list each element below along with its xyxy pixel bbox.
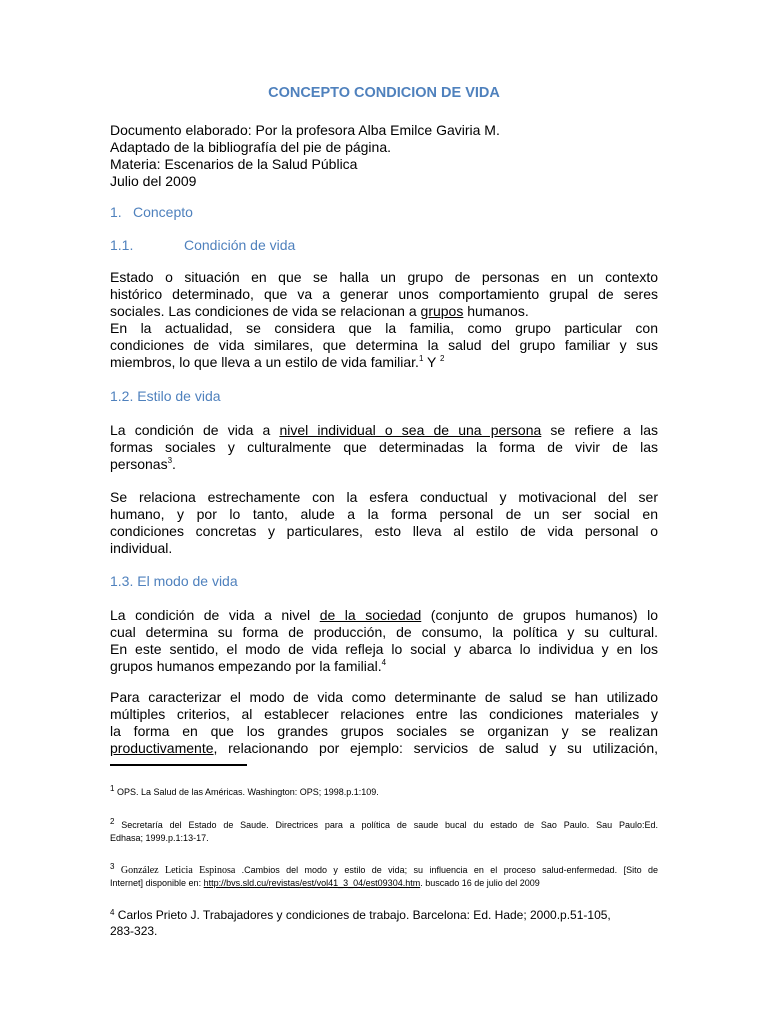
text-segment: miembros, lo que lleva a un estilo de vida familiar. <box>110 354 419 370</box>
underlined-term: nivel individual o sea de una persona <box>279 422 542 438</box>
paragraph-estilo-2 <box>110 489 658 557</box>
text-segment: sociales. Las condiciones de vida se relacionan a <box>110 303 421 319</box>
footnote-number: 2 <box>110 817 115 826</box>
footnote-text: . buscado 16 de julio del 2009 <box>420 878 540 888</box>
text-segment: . <box>172 456 176 472</box>
underlined-term: productivamente <box>110 740 214 756</box>
heading-1-1-number: 1.1. <box>110 237 134 253</box>
text-line: múltiples criterios, al establecer relaciones entre las condiciones materiales y <box>110 706 658 722</box>
footnote-ref-1[interactable]: 1 <box>418 354 424 363</box>
text-segment: grupos humanos empezando por la familial. <box>110 658 382 674</box>
footnote-text: Internet] disponible en: <box>110 878 204 888</box>
paragraph-estilo-1 <box>110 422 658 473</box>
document-meta <box>110 122 500 190</box>
text-line: humano, y por lo tanto, alude a la forma personal de un ser social en <box>110 506 658 522</box>
heading-1-1-text: Condición de vida <box>184 237 296 253</box>
text-line <box>110 422 658 439</box>
text-line: individual. <box>110 540 173 556</box>
text-segment: La condición de vida a <box>110 422 280 438</box>
footnote-separator <box>110 764 247 766</box>
footnote-ref-2[interactable]: 2 <box>440 354 445 363</box>
meta-source: Adaptado de la bibliografía del pie de página. <box>110 139 391 155</box>
text-line <box>110 907 658 923</box>
footnote-4 <box>110 907 658 939</box>
paragraph-condicion <box>110 269 658 371</box>
footnote-text: Edhasa; 1999.p.1:13-17. <box>110 833 209 843</box>
heading-1-3: 1.3. El modo de vida <box>110 573 238 589</box>
footnote-number: 3 <box>110 862 115 871</box>
text-line <box>110 658 658 675</box>
footnote-text: Carlos Prieto J. Trabajadores y condiciones de trabajo. Barcelona: Ed. Hade; 2000.p.51-105, <box>114 908 611 922</box>
text-line: cual determina su forma de producción, de consumo, la política y su cultural. <box>110 624 658 640</box>
text-line: la forma en que los grandes grupos sociales se organizan y se realizan <box>110 723 658 739</box>
text-segment: personas <box>110 456 168 472</box>
footnote-author: González Leticia Espinosa <box>114 865 236 876</box>
footnote-text: 283-323. <box>110 924 158 938</box>
paragraph-modo-1 <box>110 607 658 675</box>
text-segment: humanos. <box>463 303 529 319</box>
text-line <box>110 303 658 320</box>
text-line <box>110 456 658 473</box>
text-line <box>110 354 658 371</box>
text-line <box>110 740 658 757</box>
paragraph-modo-2 <box>110 689 658 757</box>
heading-1-text: Concepto <box>133 204 193 220</box>
footnote-text: OPS. La Salud de las Américas. Washington: OPS; 1998.p.1:109. <box>114 787 379 797</box>
text-line: En este sentido, el modo de vida refleja lo social y abarca lo individua y en los <box>110 641 658 657</box>
text-line <box>110 607 658 624</box>
text-line <box>110 864 658 877</box>
footnote-2 <box>110 819 658 845</box>
footnote-3 <box>110 864 658 890</box>
footnote-text: Secretaría del Estado de Saude. Directrices para a política de saude bucal du estado de Sao Paulo. Sau Paulo:Ed. <box>114 820 658 830</box>
footnote-ref-3[interactable]: 3 <box>167 456 173 465</box>
heading-1-2: 1.2. Estilo de vida <box>110 388 221 404</box>
text-line <box>110 819 658 832</box>
footnote-1 <box>110 786 658 799</box>
heading-1 <box>110 204 193 220</box>
text-segment: La condición de vida a nivel <box>110 607 320 623</box>
footnote-number: 4 <box>110 908 115 917</box>
meta-subject: Materia: Escenarios de la Salud Pública <box>110 156 358 172</box>
text-line: histórico determinado, que va a generar unos comportamiento grupal de seres <box>110 286 658 302</box>
text-line: Estado o situación en que se halla un grupo de personas en un contexto <box>110 269 658 285</box>
footnote-text: .Cambios del modo y estilo de vida; su influencia en el proceso salud-enfermedad. [Sito de <box>235 865 658 875</box>
text-line: formas sociales y culturalmente que determinadas la forma de vivir de las <box>110 439 658 455</box>
text-line <box>110 786 658 799</box>
underlined-term: de la sociedad <box>319 607 422 623</box>
text-line: condiciones concretas y particulares, esto lleva al estilo de vida personal o <box>110 523 658 539</box>
document-title: CONCEPTO CONDICION DE VIDA <box>268 85 500 101</box>
text-segment: se refiere a las <box>541 422 658 438</box>
text-segment: , relacionando por ejemplo: servicios de salud y su utilización, <box>213 740 658 756</box>
underlined-term: grupos <box>420 303 464 319</box>
heading-1-number: 1. <box>110 204 122 220</box>
meta-date: Julio del 2009 <box>110 173 197 189</box>
text-line: Para caracterizar el modo de vida como determinante de salud se han utilizado <box>110 689 658 705</box>
meta-author: Documento elaborado: Por la profesora Alba Emilce Gaviria M. <box>110 122 500 138</box>
text-line: condiciones de vida similares, que determina la salud del grupo familiar y sus <box>110 337 658 353</box>
text-line: Se relaciona estrechamente con la esfera conductual y motivacional del ser <box>110 489 658 505</box>
text-segment: (conjunto de grupos humanos) lo <box>421 607 658 623</box>
text-line <box>110 877 658 890</box>
text-segment: Y <box>423 354 441 370</box>
heading-1-1 <box>110 237 295 253</box>
footnote-ref-4[interactable]: 4 <box>381 658 387 667</box>
footnote-number: 1 <box>110 784 115 793</box>
footnote-link[interactable]: http://bvs.sld.cu/revistas/est/vol41_3_04/est09304.htm <box>203 878 421 888</box>
text-line: En la actualidad, se considera que la familia, como grupo particular con <box>110 320 658 336</box>
